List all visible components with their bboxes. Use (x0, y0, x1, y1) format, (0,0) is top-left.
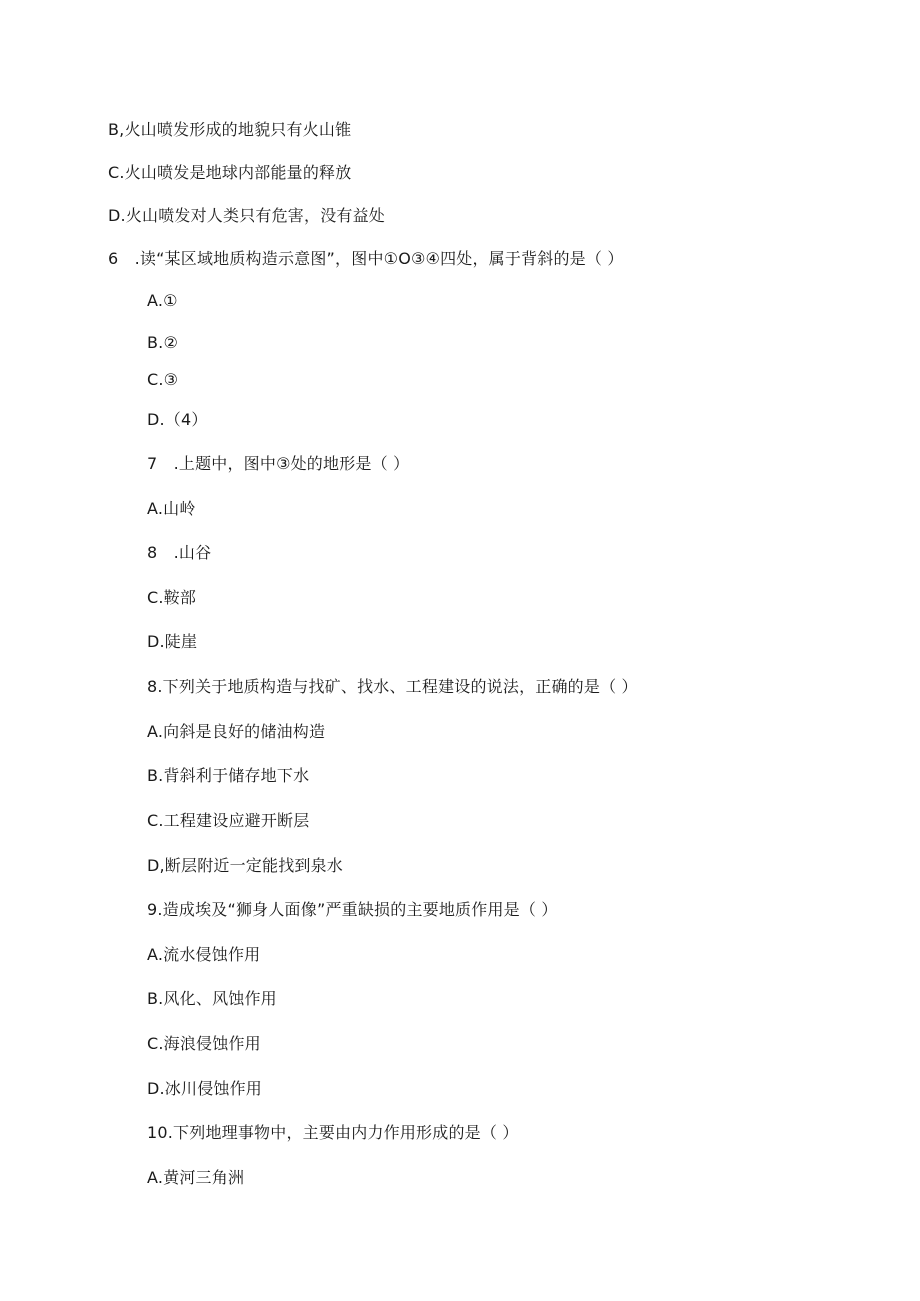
q6-option-a: A.① (147, 291, 178, 310)
q5-option-c: C.火山喷发是地球内部能量的释放 (108, 163, 352, 182)
q5-option-b: B,火山喷发形成的地貌只有火山锥 (108, 120, 352, 139)
q7-option-d: D.陡崖 (147, 632, 198, 651)
q10-option-a: A.黄河三角洲 (147, 1168, 245, 1187)
q6-option-c: C.③ (147, 370, 179, 389)
q9-option-c: C.海浪侵蚀作用 (147, 1034, 261, 1053)
q6-option-b: B.② (147, 333, 179, 352)
q9-stem: 9.造成埃及“狮身人面像”严重缺损的主要地质作用是（ ） (147, 900, 558, 919)
q5-option-d: D.火山喷发对人类只有危害，没有益处 (108, 206, 386, 225)
q8-option-c: C.工程建设应避开断层 (147, 811, 310, 830)
q10-stem: 10.下列地理事物中，主要由内力作用形成的是（ ） (147, 1123, 519, 1142)
q7-option-c: C.鞍部 (147, 588, 197, 607)
q9-option-d: D.冰川侵蚀作用 (147, 1079, 263, 1098)
q8-stem: 8.下列关于地质构造与找矿、找水、工程建设的说法，正确的是（ ） (147, 677, 638, 696)
q8-option-b: B.背斜利于储存地下水 (147, 766, 310, 785)
q7-option-a: A.山岭 (147, 499, 196, 518)
q7-stem: 7 .上题中，图中③处的地形是（ ） (147, 454, 410, 473)
q9-option-b: B.风化、风蚀作用 (147, 989, 277, 1008)
q6-stem: 6 .读“某区域地质构造示意图”，图中①O③④四处，属于背斜的是（ ） (108, 249, 624, 268)
q7-option-b: 8 .山谷 (147, 543, 212, 562)
q8-option-a: A.向斜是良好的储油构造 (147, 722, 326, 741)
q8-option-d: D,断层附近一定能找到泉水 (147, 856, 344, 875)
q6-option-d: D.（4） (147, 410, 208, 429)
q9-option-a: A.流水侵蚀作用 (147, 945, 261, 964)
